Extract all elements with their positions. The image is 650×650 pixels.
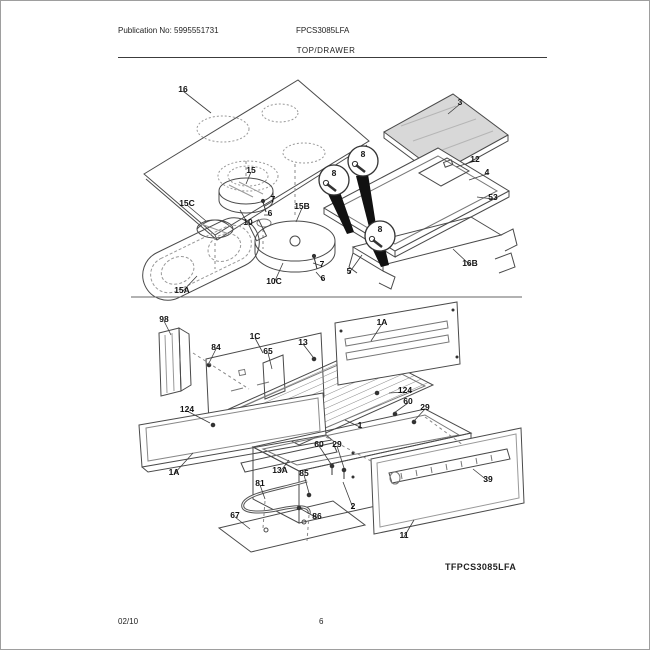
part-label-13A: 13A — [272, 465, 288, 475]
part-label-1: 1 — [357, 420, 363, 430]
part-label-1C: 1C — [249, 331, 261, 341]
part-label-7: 7 — [319, 259, 325, 269]
part-label-15: 15 — [246, 165, 256, 175]
part-label-12: 12 — [470, 154, 480, 164]
part-label-6: 6 — [267, 208, 273, 218]
section-title: TOP/DRAWER — [296, 46, 356, 55]
part-label-81: 81 — [255, 478, 265, 488]
part-label-5: 5 — [346, 266, 352, 276]
part-label-1A: 1A — [376, 317, 388, 327]
publication-number: Publication No: 5995551731 — [118, 26, 219, 35]
part-label-86: 86 — [312, 511, 322, 521]
model-number: FPCS3085LFA — [296, 26, 350, 35]
part-label-2: 2 — [350, 501, 356, 511]
part-label-60: 60 — [403, 396, 413, 406]
part-label-16B: 16B — [462, 258, 478, 268]
part-label-85: 85 — [299, 468, 309, 478]
part-label-60: 60 — [314, 439, 324, 449]
part-label-8: 8 — [360, 149, 366, 159]
part-label-16: 16 — [178, 84, 188, 94]
leader-line — [183, 91, 211, 113]
side-panel-left-1A — [139, 393, 332, 472]
diagram-id: TFPCS3085LFA — [445, 562, 517, 572]
part-label-124: 124 — [397, 385, 413, 395]
part-label-29: 29 — [420, 402, 430, 412]
part-label-67: 67 — [230, 510, 240, 520]
part-label-4: 4 — [484, 167, 490, 177]
footer-date: 02/10 — [118, 617, 139, 626]
part-label-53: 53 — [488, 192, 498, 202]
part-label-11: 11 — [399, 530, 409, 540]
part-label-13: 13 — [298, 337, 308, 347]
drawer-front-panel-11 — [371, 428, 524, 534]
bottom-panel-67 — [219, 501, 365, 552]
part-label-7: 7 — [270, 194, 276, 204]
rear-panel-1A — [335, 302, 460, 385]
part-label-15B: 15B — [294, 201, 310, 211]
part-label-15C: 15C — [179, 198, 195, 208]
part-label-1A: 1A — [168, 467, 180, 477]
part-label-98: 98 — [159, 314, 169, 324]
exploded-diagram — [1, 1, 650, 650]
part-label-65: 65 — [263, 346, 273, 356]
footer-page-number: 6 — [319, 617, 324, 626]
part-label-10C: 10C — [266, 276, 282, 286]
part-label-8: 8 — [377, 224, 383, 234]
cooktop-glass-maintop — [144, 80, 369, 240]
part-label-8: 8 — [331, 168, 337, 178]
part-label-3: 3 — [457, 97, 463, 107]
part-label-15A: 15A — [174, 285, 190, 295]
part-label-29: 29 — [332, 439, 342, 449]
part-label-124: 124 — [179, 404, 195, 414]
part-label-6: 6 — [320, 273, 326, 283]
part-label-39: 39 — [483, 474, 493, 484]
part-label-10: 10 — [243, 217, 253, 227]
drawer-bracket-98 — [159, 328, 191, 396]
part-label-84: 84 — [211, 342, 221, 352]
